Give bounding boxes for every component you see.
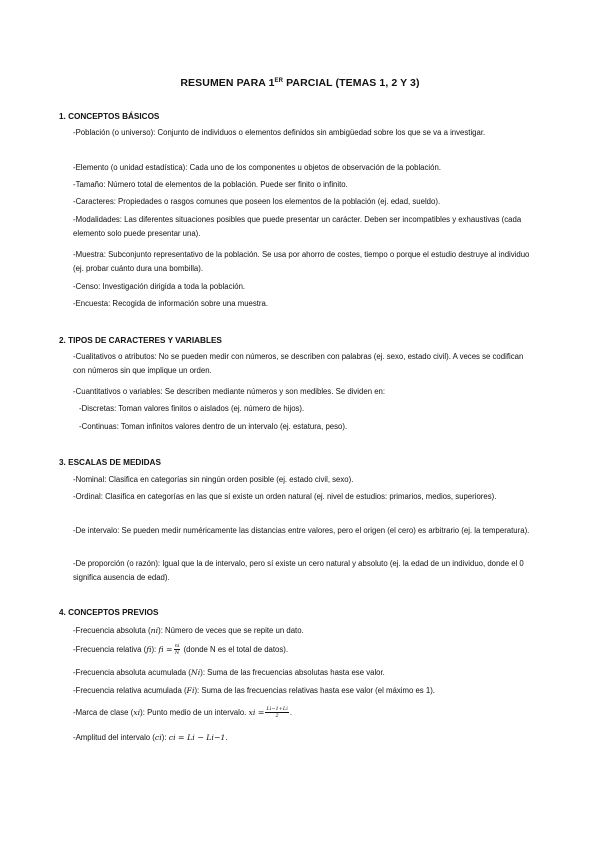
section-heading-1: 1. CONCEPTOS BÁSICOS xyxy=(59,112,160,121)
item-marca-de-clase: -Marca de clase (xi): Punto medio de un intervalo. xi = $\frac{Li-1+Li}{2}$ . xyxy=(73,706,292,720)
item-frecuencia-absoluta: -Frecuencia absoluta (ni): Número de veces que se repite un dato. xyxy=(73,626,304,635)
page-title: RESUMEN PARA 1ER PARCIAL (TEMAS 1, 2 Y 3) xyxy=(180,77,420,89)
item-intervalo: -De intervalo: Se pueden medir numéricamente las distancias entre valores, pero el origen (el cero) es arbitrario (ej. la temperatura). xyxy=(73,526,530,535)
item-muestra: -Muestra: Subconjunto representativo de la población. Se usa por ahorro de costes, tiempo o porque el estudio destruye al individuo (ej. probar cuánto dura una bombilla). xyxy=(73,250,530,273)
item-tamano: -Tamaño: Número total de elementos de la población. Puede ser finito o infinito. xyxy=(73,180,348,189)
item-cuantitativos: -Cuantitativos o variables: Se describen mediante números y son medibles. Se dividen en: xyxy=(73,387,386,396)
item-amplitud-intervalo: -Amplitud del intervalo (ci): ci = Li − Li−1. xyxy=(73,733,228,742)
item-poblacion: -Población (o universo): Conjunto de individuos o elementos definidos sin ambigüedad sobre los que se va a investigar. xyxy=(73,128,486,137)
item-proporcion: -De proporción (o razón): Igual que la de intervalo, pero sí existe un cero natural y absoluto (ej. la edad de un individuo, donde el 0 significa ausencia de edad). xyxy=(73,559,524,582)
item-caracteres: -Caracteres: Propiedades o rasgos comunes que poseen los elementos de la población (ej. edad, sueldo). xyxy=(73,197,441,206)
item-cualitativos: -Cualitativos o atributos: No se pueden medir con números, se describen con palabras (ej. sexo, estado civil). A veces se codifican con números sin que implique un orden. xyxy=(73,352,524,375)
item-discretas: -Discretas: Toman valores finitos o aislados (ej. número de hijos). xyxy=(79,404,305,413)
item-elemento: -Elemento (o unidad estadística): Cada uno de los componentes u objetos de observación de la población. xyxy=(73,163,441,172)
fraction-fi: $\frac{ni}{N}$ xyxy=(174,643,180,657)
item-ordinal: -Ordinal: Clasifica en categorías en las que sí existe un orden natural (ej. nivel de estudios: primarios, medios, superiores). xyxy=(73,492,497,501)
section-heading-2: 2. TIPOS DE CARACTERES Y VARIABLES xyxy=(59,336,222,345)
item-modalidades: -Modalidades: Las diferentes situaciones posibles que puede presentar un carácter. Deben ser incompatibles y exhaustivas (cada elemento solo puede presentar una). xyxy=(73,215,522,238)
item-frecuencia-relativa-acumulada: -Frecuencia relativa acumulada (Fi): Suma de las frecuencias relativas hasta ese valor (el máximo es 1). xyxy=(73,686,435,695)
item-censo: -Censo: Investigación dirigida a toda la población. xyxy=(73,282,246,291)
item-encuesta: -Encuesta: Recogida de información sobre una muestra. xyxy=(73,299,269,308)
item-frecuencia-relativa: -Frecuencia relativa (fi): fi = $\frac{ni}{N}$ (donde N es el total de datos). xyxy=(73,643,289,657)
section-heading-4: 4. CONCEPTOS PREVIOS xyxy=(59,608,159,617)
item-continuas: -Continuas: Toman infinitos valores dentro de un intervalo (ej. estatura, peso). xyxy=(79,422,348,431)
item-nominal: -Nominal: Clasifica en categorías sin ningún orden posible (ej. estado civil, sexo). xyxy=(73,475,354,484)
fraction-xi: $\frac{Li-1+Li}{2}$ xyxy=(266,706,288,720)
section-heading-3: 3. ESCALAS DE MEDIDAS xyxy=(59,458,161,467)
item-frecuencia-absoluta-acumulada: -Frecuencia absoluta acumulada (Ni): Suma de las frecuencias absolutas hasta ese valor. xyxy=(73,668,385,677)
